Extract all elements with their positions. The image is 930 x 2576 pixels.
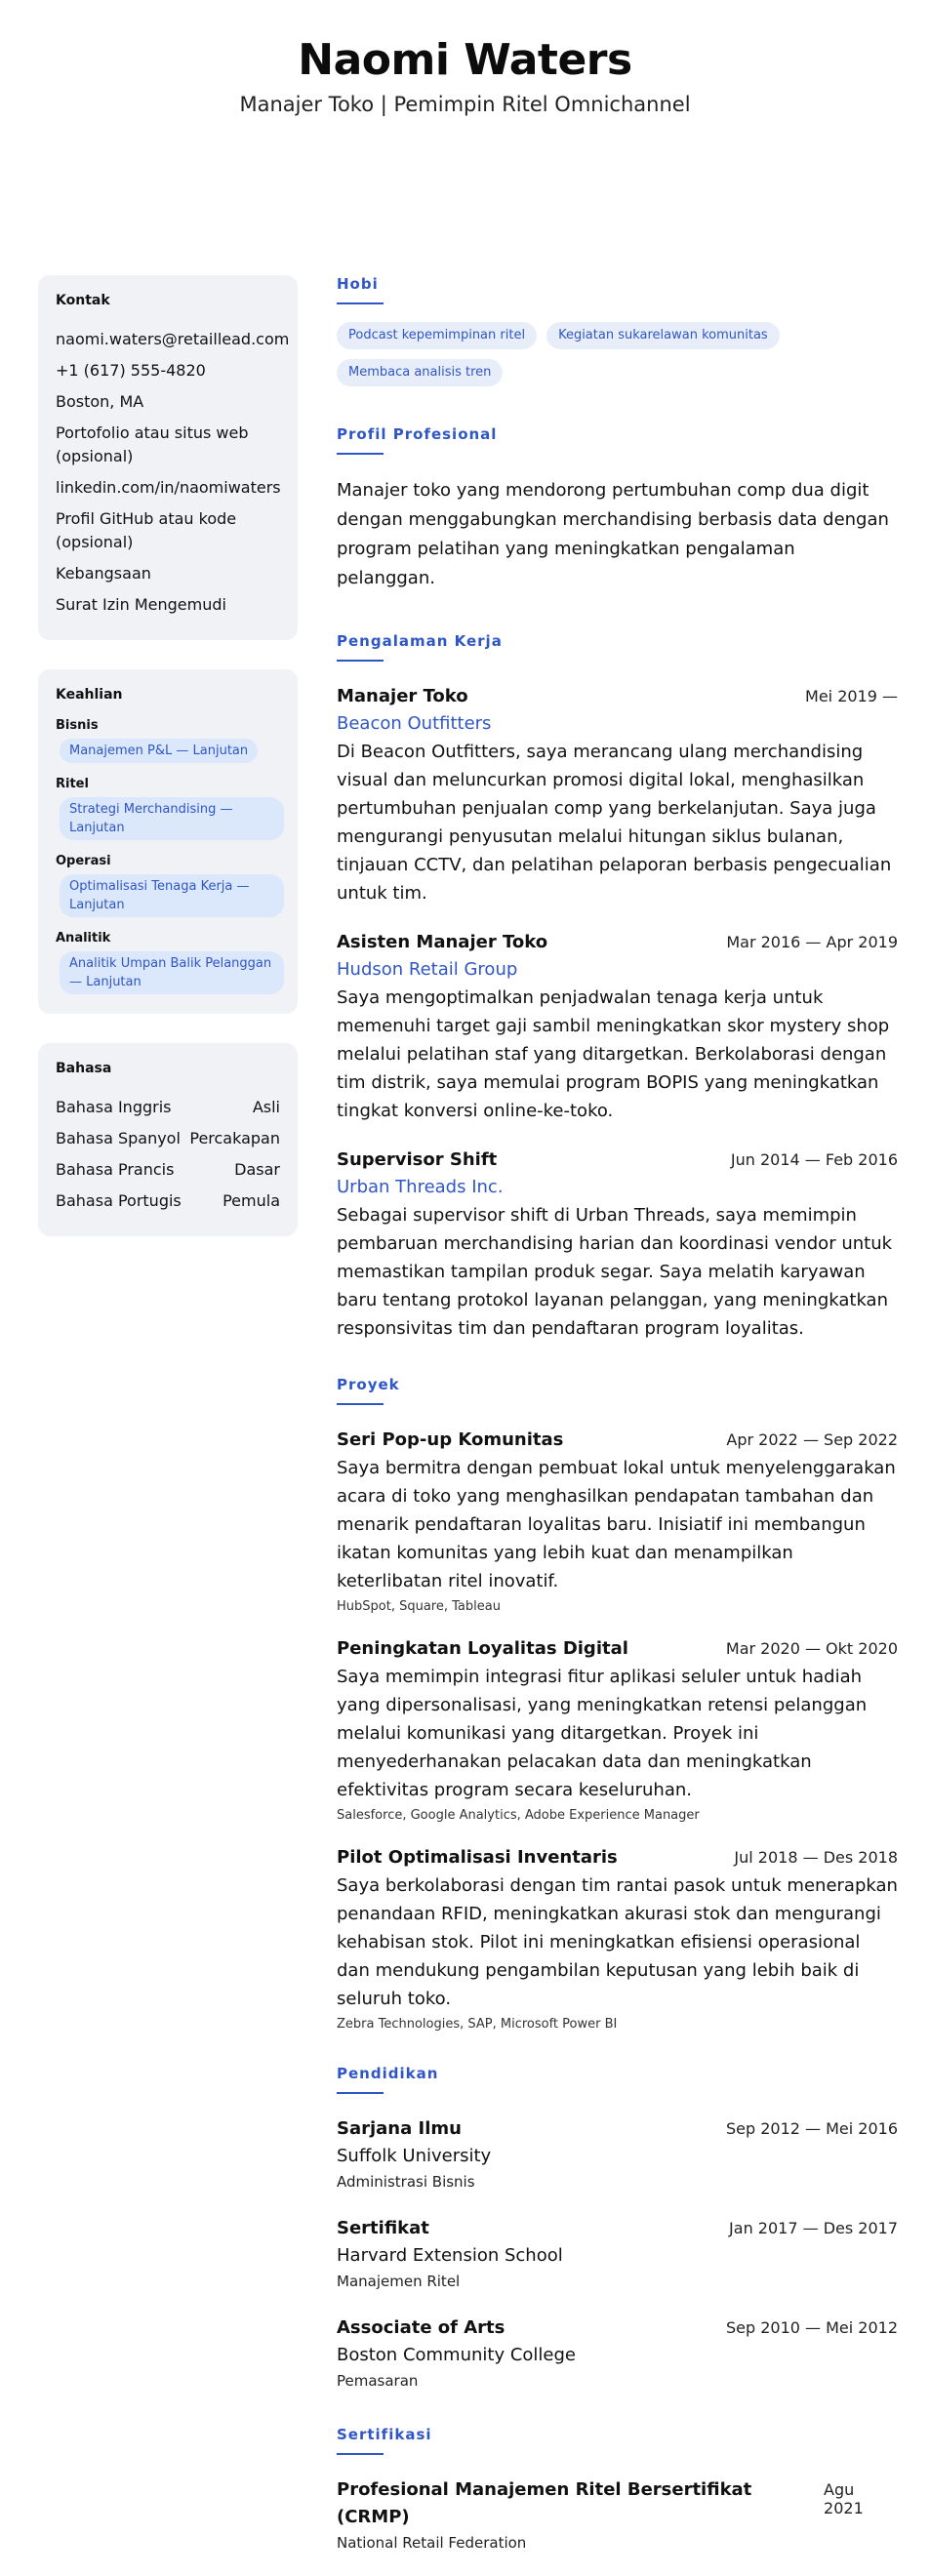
- job-role: Asisten Manajer Toko: [337, 932, 548, 952]
- degree-name: Sarjana Ilmu: [337, 2118, 462, 2139]
- certification-date: Agu 2021: [824, 2480, 864, 2517]
- project-tools: Zebra Technologies, SAP, Microsoft Power BI: [337, 2017, 618, 2032]
- project-entry: [337, 1427, 898, 1614]
- projects-section: [337, 1376, 898, 2032]
- education-date: Sep 2012 — Mei 2016: [725, 2119, 898, 2138]
- skills-card: [38, 669, 298, 1014]
- project-date: Mar 2020 — Okt 2020: [725, 1639, 898, 1658]
- job-company: Urban Threads Inc.: [337, 1177, 504, 1197]
- hobby-chip: Podcast kepemimpinan ritel: [337, 322, 537, 349]
- project-description: Saya memimpin integrasi fitur aplikasi seluler untuk hadiah yang dipersonalisasi, yang meningkatkan retensi pelanggan melalui komunikasi yang ditargetkan. Proyek ini menyederhanakan pelacakan data dan meningkatkan efektivitas program secara keseluruhan.: [337, 1667, 868, 1800]
- project-name: Seri Pop-up Komunitas: [337, 1429, 564, 1450]
- school-name: Suffolk University: [337, 2146, 492, 2166]
- experience-entry: [337, 1147, 898, 1343]
- skill-category: Bisnis: [56, 718, 99, 733]
- language-level: Pemula: [222, 1191, 280, 1210]
- languages-title: Bahasa: [56, 1061, 112, 1076]
- hobby-chip: Membaca analisis tren: [337, 359, 503, 386]
- language-row: [56, 1127, 280, 1150]
- school-name: Boston Community College: [337, 2345, 576, 2365]
- contact-card: [38, 275, 298, 640]
- candidate-subtitle: Manajer Toko | Pemimpin Ritel Omnichannel: [239, 93, 691, 116]
- project-tools: Salesforce, Google Analytics, Adobe Experience Manager: [337, 1808, 700, 1823]
- education-date: Jan 2017 — Des 2017: [729, 2219, 898, 2237]
- experience-section: [337, 632, 898, 1343]
- main-content: [337, 275, 898, 2576]
- hobbies-section: [337, 275, 898, 396]
- contact-location: Boston, MA: [56, 392, 144, 411]
- section-divider: [337, 1403, 384, 1405]
- field-of-study: Pemasaran: [337, 2372, 419, 2390]
- language-row: [56, 1189, 280, 1213]
- candidate-name: Naomi Waters: [298, 35, 632, 85]
- job-date: Mei 2019 —: [805, 687, 898, 705]
- language-level: Dasar: [234, 1160, 280, 1179]
- section-divider: [337, 660, 384, 662]
- project-date: Jul 2018 — Des 2018: [734, 1848, 898, 1867]
- project-entry: [337, 1844, 898, 2032]
- language-row: [56, 1158, 280, 1182]
- education-entry: [337, 2115, 898, 2194]
- section-divider: [337, 302, 384, 304]
- experience-title: Pengalaman Kerja: [337, 632, 503, 650]
- language-row: [56, 1096, 280, 1119]
- profile-title: Profil Profesional: [337, 425, 498, 443]
- job-description: Sebagai supervisor shift di Urban Threads, saya memimpin pembaruan merchandising harian dan koordinasi vendor untuk memastikan tampilan produk segar. Saya melatih karyawan baru tentang protokol layanan pelanggan, yang meningkatkan responsivitas tim dan pendaftaran program loyalitas.: [337, 1205, 893, 1339]
- resume-header: [0, 0, 930, 119]
- education-title: Pendidikan: [337, 2065, 439, 2082]
- contact-email[interactable]: naomi.waters@retaillead.com: [56, 330, 290, 348]
- certifications-title: Sertifikasi: [337, 2426, 432, 2443]
- contact-portfolio: Portofolio atau situs web (opsional): [56, 423, 249, 465]
- contact-phone[interactable]: +1 (617) 555-4820: [56, 361, 206, 380]
- job-description: Di Beacon Outfitters, saya merancang ulang merchandising visual dan meluncurkan promosi digital lokal, menghasilkan pertumbuhan penjualan comp yang berkelanjutan. Saya juga mengurangi penyusutan melalui hitungan siklus bulanan, tinjauan CCTV, dan pelatihan pelaporan berbasis pengecualian untuk tim.: [337, 742, 892, 904]
- contact-linkedin[interactable]: linkedin.com/in/naomiwaters: [56, 478, 281, 497]
- skill-chip: Optimalisasi Tenaga Kerja — Lanjutan: [60, 874, 284, 917]
- language-name: Bahasa Portugis: [56, 1191, 182, 1210]
- project-description: Saya bermitra dengan pembuat lokal untuk menyelenggarakan acara di toko yang menghasilkan pendapatan tambahan dan menarik pendaftaran loyalitas baru. Inisiatif ini membangun ikatan komunitas yang lebih kuat dan menampilkan keterlibatan ritel inovatif.: [337, 1458, 896, 1591]
- job-date: Mar 2016 — Apr 2019: [726, 933, 898, 951]
- education-date: Sep 2010 — Mei 2012: [725, 2318, 898, 2337]
- skill-category: Operasi: [56, 854, 111, 868]
- certifications-section: [337, 2426, 898, 2555]
- contact-license: Surat Izin Mengemudi: [56, 595, 226, 614]
- education-entry: [337, 2314, 898, 2393]
- contact-github: Profil GitHub atau kode (opsional): [56, 509, 237, 551]
- projects-title: Proyek: [337, 1376, 400, 1393]
- job-date: Jun 2014 — Feb 2016: [730, 1150, 898, 1169]
- hobby-chip: Kegiatan sukarelawan komunitas: [546, 322, 780, 349]
- section-divider: [337, 2092, 384, 2094]
- project-name: Pilot Optimalisasi Inventaris: [337, 1847, 618, 1868]
- language-name: Bahasa Prancis: [56, 1160, 175, 1179]
- project-description: Saya berkolaborasi dengan tim rantai pasok untuk menerapkan penandaan RFID, meningkatkan akurasi stok dan mengurangi kehabisan stok. Pilot ini meningkatkan efisiensi operasional dan mendukung pengambilan keputusan yang lebih baik di seluruh toko.: [337, 1875, 898, 2009]
- education-section: [337, 2065, 898, 2393]
- contact-title: Kontak: [56, 293, 110, 308]
- section-divider: [337, 2453, 384, 2455]
- skills-title: Keahlian: [56, 687, 123, 703]
- degree-name: Associate of Arts: [337, 2317, 505, 2338]
- contact-nationality: Kebangsaan: [56, 564, 151, 583]
- language-name: Bahasa Inggris: [56, 1098, 172, 1116]
- project-date: Apr 2022 — Sep 2022: [726, 1430, 898, 1449]
- job-company: Hudson Retail Group: [337, 959, 518, 980]
- project-tools: HubSpot, Square, Tableau: [337, 1599, 501, 1614]
- certification-issuer: National Retail Federation: [337, 2534, 527, 2552]
- experience-entry: [337, 929, 898, 1125]
- school-name: Harvard Extension School: [337, 2245, 563, 2266]
- project-name: Peningkatan Loyalitas Digital: [337, 1638, 628, 1659]
- skill-chip: Strategi Merchandising — Lanjutan: [60, 797, 284, 840]
- hobbies-title: Hobi: [337, 275, 379, 293]
- skill-chip: Manajemen P&L — Lanjutan: [60, 739, 258, 763]
- profile-section: [337, 425, 898, 593]
- certification-name: Profesional Manajemen Ritel Bersertifikat (CRMP): [337, 2479, 752, 2527]
- field-of-study: Manajemen Ritel: [337, 2273, 461, 2290]
- degree-name: Sertifikat: [337, 2218, 429, 2238]
- education-entry: [337, 2215, 898, 2293]
- field-of-study: Administrasi Bisnis: [337, 2173, 475, 2191]
- language-level: Asli: [252, 1098, 280, 1116]
- profile-text: Manajer toko yang mendorong pertumbuhan comp dua digit dengan menggabungkan merchandising berbasis data dengan program pelatihan yang meningkatkan pengalaman pelanggan.: [337, 480, 889, 588]
- sidebar: [38, 275, 298, 1266]
- certification-entry: [337, 2476, 898, 2555]
- language-level: Percakapan: [189, 1129, 280, 1147]
- job-company: Beacon Outfitters: [337, 713, 492, 734]
- language-name: Bahasa Spanyol: [56, 1129, 181, 1147]
- languages-card: [38, 1043, 298, 1236]
- skill-category: Ritel: [56, 777, 89, 791]
- project-entry: [337, 1635, 898, 1823]
- section-divider: [337, 453, 384, 455]
- experience-entry: [337, 683, 898, 907]
- job-description: Saya mengoptimalkan penjadwalan tenaga kerja untuk memenuhi target gaji sambil meningkatkan skor mystery shop melalui pelatihan staf yang ditargetkan. Berkolaborasi dengan tim distrik, saya memulai program BOPIS yang meningkatkan tingkat konversi online-ke-toko.: [337, 987, 890, 1121]
- skill-chip: Analitik Umpan Balik Pelanggan — Lanjutan: [60, 951, 284, 994]
- skill-category: Analitik: [56, 931, 111, 946]
- job-role: Manajer Toko: [337, 686, 468, 706]
- job-role: Supervisor Shift: [337, 1149, 498, 1170]
